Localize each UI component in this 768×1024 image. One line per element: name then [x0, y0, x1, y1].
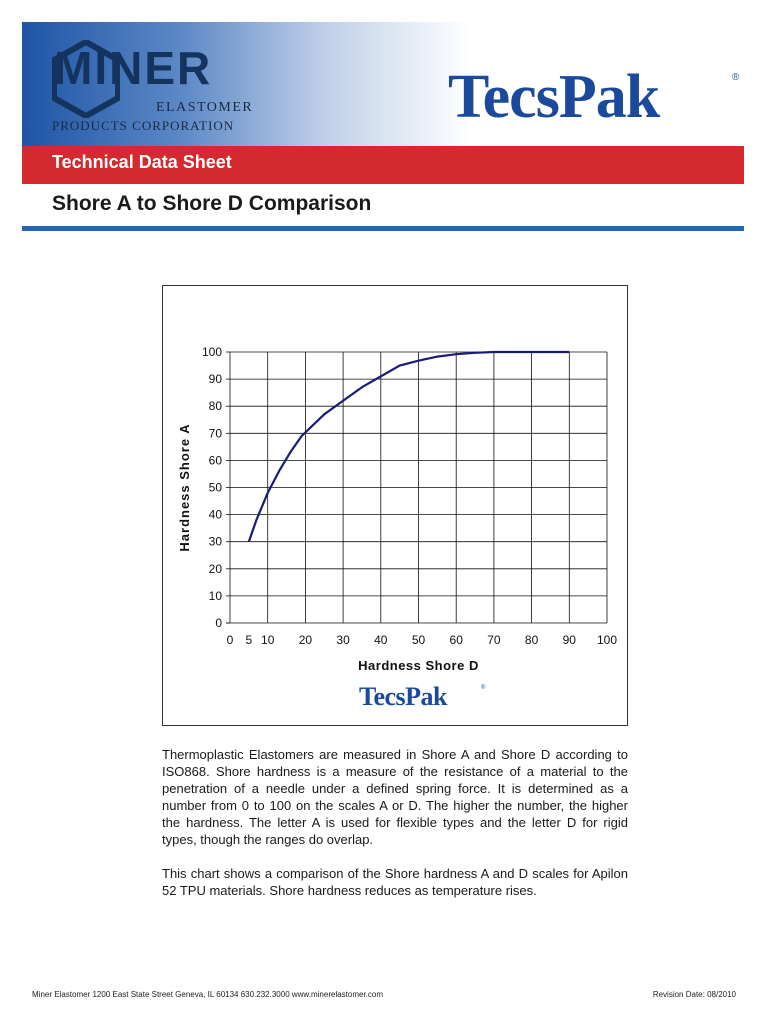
x-tick-label: 90 — [562, 633, 576, 647]
tecspak-logo: TecsPak — [448, 63, 660, 131]
y-tick-label: 100 — [201, 345, 222, 359]
y-tick-label: 10 — [208, 588, 222, 603]
x-axis-label: Hardness Shore D — [358, 658, 479, 673]
body-paragraph-2: This chart shows a comparison of the Shore hardness A and D scales for Apilon 52 TPU materials. Shore hardness reduces as temperature rises. — [162, 866, 628, 898]
y-tick-label: 90 — [208, 372, 222, 387]
body-paragraph-1: Thermoplastic Elastomers are measured in Shore A and Shore D according to ISO868. Shore hardness is a measure of the resistance of a material to the penetration of a needle under a defined spring force. It is determined as a number from 0 to 100 on the scales A or D. The higher the number, the higher the hardness. The letter A is used for flexible types and the letter D for rigid types, though the ranges do overlap. — [162, 747, 628, 847]
page-title: Shore A to Shore D Comparison — [52, 192, 372, 215]
x-tick-label: 10 — [261, 633, 275, 647]
products-corporation-word: PRODUCTS CORPORATION — [52, 118, 235, 133]
body-text — [162, 746, 628, 899]
x-tick-label: 20 — [298, 633, 313, 647]
series-line — [249, 352, 569, 542]
y-tick-label: 70 — [208, 426, 222, 441]
y-tick-label: 0 — [215, 616, 222, 630]
y-tick-label: 40 — [208, 507, 222, 522]
chart-frame — [162, 285, 628, 726]
shore-comparison-chart — [163, 286, 629, 727]
y-tick-label: 20 — [208, 561, 222, 576]
y-tick-label: 60 — [208, 453, 222, 468]
x-tick-label: 80 — [524, 633, 539, 647]
x-tick-label: 70 — [487, 633, 501, 647]
y-tick-label: 80 — [208, 399, 222, 414]
chart-registered-mark: ® — [481, 685, 486, 691]
elastomer-word: ELASTOMER — [156, 100, 254, 115]
x-tick-label: 100 — [596, 633, 618, 647]
miner-logo — [50, 40, 280, 140]
y-axis-label: Hardness Shore A — [177, 423, 192, 552]
title-divider — [22, 226, 744, 231]
footer-address: Miner Elastomer 1200 East State Street Geneva, IL 60134 630.232.3000 www.minerelastomer.com — [32, 990, 384, 999]
registered-mark: ® — [732, 72, 740, 83]
x-tick-label: 5 — [245, 633, 253, 647]
x-tick-label: 40 — [374, 633, 388, 647]
x-tick-label: 50 — [411, 633, 426, 647]
section-band — [22, 146, 744, 184]
x-tick-label: 30 — [336, 633, 350, 647]
footer-revision-date: Revision Date: 08/2010 — [652, 990, 736, 999]
chart-tecspak-logo: TecsPak — [359, 682, 447, 711]
x-tick-label: 0 — [226, 633, 234, 647]
miner-word: MINER — [54, 42, 213, 94]
band-title: Technical Data Sheet — [52, 152, 232, 172]
y-tick-label: 50 — [208, 480, 222, 495]
x-tick-label: 60 — [449, 633, 463, 647]
y-tick-label: 30 — [208, 534, 222, 549]
